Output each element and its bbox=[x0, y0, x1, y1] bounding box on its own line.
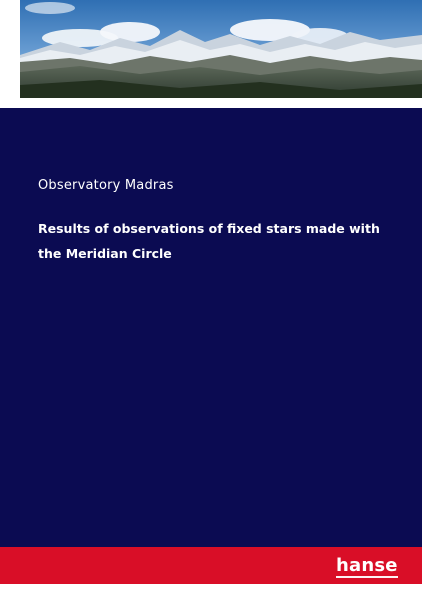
cover-main-panel bbox=[0, 108, 422, 547]
cover-bottom-margin bbox=[0, 584, 422, 600]
cover-photo-band bbox=[0, 0, 422, 108]
mountain-landscape-photo bbox=[20, 0, 422, 98]
mountain-landscape-illustration bbox=[20, 0, 422, 98]
book-author: Observatory Madras bbox=[38, 178, 174, 193]
publisher-logo bbox=[336, 555, 398, 578]
publisher-band bbox=[0, 547, 422, 584]
publisher-logo-underline bbox=[336, 576, 398, 578]
book-title: Results of observations of fixed stars made with the Meridian Circle bbox=[38, 221, 380, 261]
publisher-logo-text: hanse bbox=[336, 555, 398, 576]
